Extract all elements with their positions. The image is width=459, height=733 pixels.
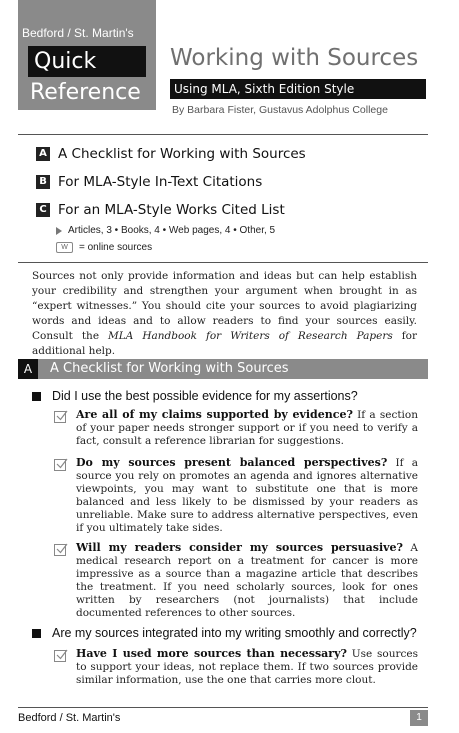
checklist-item-text: If a section of your paper needs stronger support or if you need to verify a fact, consult a reference librarian for suggestions. xyxy=(76,409,418,447)
footer-publisher: Bedford / St. Martin's xyxy=(18,712,121,724)
section-header-a xyxy=(18,359,428,379)
question-heading xyxy=(32,389,358,403)
toc-subitems-text: Articles, 3 • Books, 4 • Web pages, 4 • Other, 5 xyxy=(68,225,276,236)
checkbox-icon xyxy=(54,544,66,556)
checklist-item-text: Use sources to support your ideas, not replace them. If two sources provide similar information, use the one that carries more clout. xyxy=(76,648,418,686)
square-bullet-icon xyxy=(32,392,41,401)
triangle-right-icon xyxy=(56,227,62,235)
divider-top xyxy=(18,134,428,135)
intro-paragraph xyxy=(32,269,417,359)
page-subtitle: Using MLA, Sixth Edition Style xyxy=(170,79,426,99)
checklist-item-text: A medical research report on a treatment for cancer is more impressive as a source than a magazine article that describes the treatment. If you need scholarly sources, look for ones written by researchers (not journalists) that include documented references to other sources. xyxy=(76,542,418,619)
checkbox-icon xyxy=(54,459,66,471)
checklist-item xyxy=(76,541,418,620)
checklist-item-heading: Are all of my claims supported by evidence? xyxy=(76,408,353,421)
checklist-item-heading: Do my sources present balanced perspectives? xyxy=(76,456,388,469)
toc-subitems xyxy=(56,225,275,236)
toc-item-a[interactable] xyxy=(36,146,306,162)
question-text: Are my sources integrated into my writing smoothly and correctly? xyxy=(52,626,417,640)
intro-text: Sources not only provide information and ideas but can help establish your credibility and strengthen your argument when brought in as “expert witnesses.” You should cite your sources to avoid plagiarizing words and ideas and to allow readers to find your sources easily. Consult the xyxy=(32,270,417,342)
online-sources-legend xyxy=(56,242,152,253)
online-sources-label: = online sources xyxy=(79,242,153,253)
handbook-title: MLA Handbook for Writers of Research Papers xyxy=(108,330,393,342)
section-letter-badge: A xyxy=(18,359,38,379)
square-bullet-icon xyxy=(32,629,41,638)
checklist-item xyxy=(76,408,418,448)
checklist-item-heading: Will my readers consider my sources persuasive? xyxy=(76,541,403,554)
toc-item-c[interactable] xyxy=(36,202,285,218)
page-number: 1 xyxy=(410,710,428,726)
toc-letter-badge: C xyxy=(36,203,50,217)
divider-footer xyxy=(18,707,428,708)
checklist-item xyxy=(76,456,418,535)
author-line: By Barbara Fister, Gustavus Adolphus College xyxy=(172,104,388,116)
question-text: Did I use the best possible evidence for my assertions? xyxy=(52,389,358,403)
quick-reference-logo xyxy=(18,0,156,110)
checkbox-icon xyxy=(54,411,66,423)
publisher-name: Bedford / St. Martin's xyxy=(22,26,134,40)
page-title: Working with Sources xyxy=(170,45,419,71)
reference-label: Reference xyxy=(30,80,141,105)
checklist-item xyxy=(76,647,418,687)
toc-letter-badge: B xyxy=(36,175,50,189)
toc-letter-badge: A xyxy=(36,147,50,161)
intro-text-end: for additional help. xyxy=(32,330,418,357)
checkbox-icon xyxy=(54,650,66,662)
toc-item-label: A Checklist for Working with Sources xyxy=(58,146,306,162)
question-heading xyxy=(32,626,417,640)
checklist-item-text: If a source you rely on promotes an agenda and ignores alternative viewpoints, you may want to substitute one that is more balanced and less likely to be dismissed by your readers as unreliable. Make sure to address alternative perspectives, even if you ultimately take sides. xyxy=(76,457,418,534)
section-title: A Checklist for Working with Sources xyxy=(50,361,289,376)
checklist-item-heading: Have I used more sources than necessary? xyxy=(76,647,347,660)
quick-label: Quick xyxy=(28,46,146,77)
toc-item-label: For an MLA-Style Works Cited List xyxy=(58,202,285,218)
divider-toc xyxy=(18,262,428,263)
toc-item-b[interactable] xyxy=(36,174,262,190)
toc-item-label: For MLA-Style In-Text Citations xyxy=(58,174,263,190)
web-icon: W xyxy=(56,242,73,253)
